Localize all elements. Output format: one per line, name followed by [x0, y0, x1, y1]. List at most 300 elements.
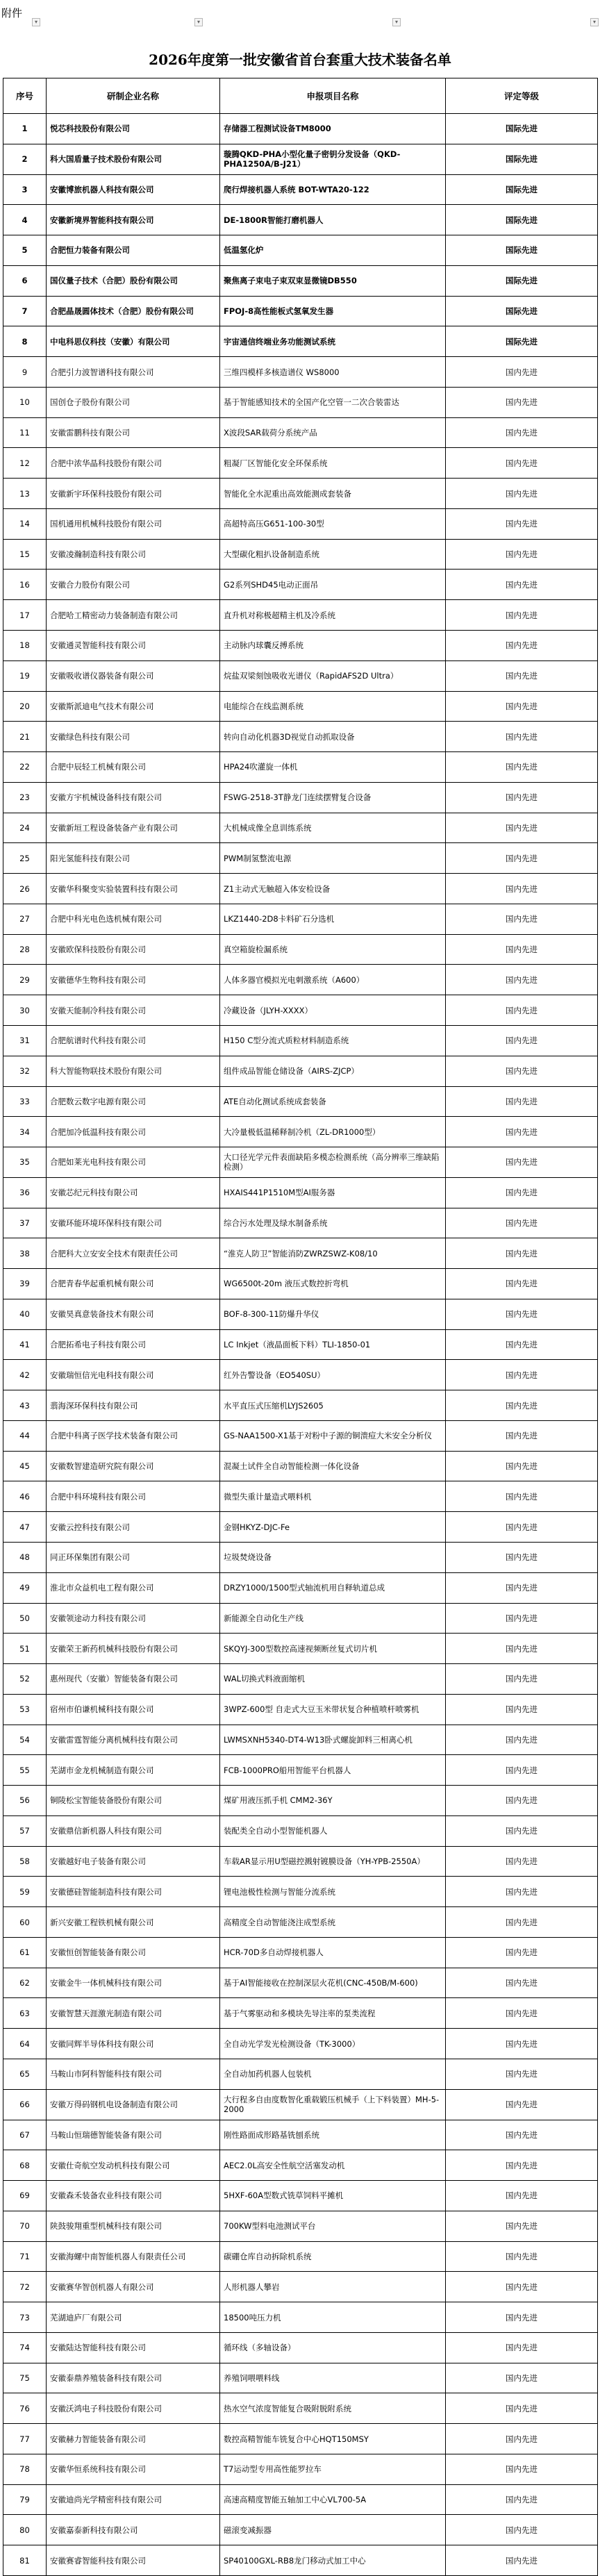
cell-level[interactable]: 国内先进 — [446, 1815, 598, 1846]
cell-project[interactable]: 基于AI智能接收在控制深层火花机(CNC-450B/M-600) — [220, 1968, 446, 1998]
cell-project[interactable]: 大机械成像全息训练系统 — [220, 813, 446, 843]
cell-company[interactable]: 安徽昊真意装备技术有限公司 — [47, 1299, 220, 1329]
cell-serial[interactable]: 40 — [3, 1299, 47, 1329]
cell-serial[interactable]: 34 — [3, 1117, 47, 1147]
cell-serial[interactable]: 66 — [3, 2089, 47, 2120]
cell-company[interactable]: 国仪量子技术（合肥）股份有限公司 — [47, 265, 220, 296]
cell-level[interactable]: 国内先进 — [446, 2484, 598, 2515]
cell-serial[interactable]: 52 — [3, 1664, 47, 1695]
cell-level[interactable]: 国内先进 — [446, 387, 598, 417]
cell-company[interactable]: 安徽雷霆智能分离机械科技有限公司 — [47, 1725, 220, 1755]
cell-company[interactable]: 安徽越好电子装备有限公司 — [47, 1846, 220, 1877]
cell-level[interactable]: 国内先进 — [446, 1238, 598, 1269]
cell-company[interactable]: 安徽合力股份有限公司 — [47, 570, 220, 600]
cell-company[interactable]: 安徽泰鼎养殖装备科技有限公司 — [47, 2363, 220, 2393]
cell-serial[interactable]: 54 — [3, 1725, 47, 1755]
cell-company[interactable]: 科大国盾量子技术股份有限公司 — [47, 144, 220, 174]
cell-serial[interactable]: 59 — [3, 1877, 47, 1907]
cell-project[interactable]: 真空箱旋检漏系统 — [220, 934, 446, 965]
cell-serial[interactable]: 12 — [3, 448, 47, 479]
cell-project[interactable]: 大冷量极低温稀释制冷机（ZL-DR1000型） — [220, 1117, 446, 1147]
cell-serial[interactable]: 47 — [3, 1512, 47, 1543]
cell-level[interactable]: 国内先进 — [446, 2089, 598, 2120]
cell-serial[interactable]: 46 — [3, 1481, 47, 1512]
cell-level[interactable]: 国内先进 — [446, 2241, 598, 2272]
cell-project[interactable]: 混凝土试件全自动智能检测一体化设备 — [220, 1451, 446, 1481]
cell-level[interactable]: 国内先进 — [446, 1360, 598, 1390]
cell-level[interactable]: 国内先进 — [446, 934, 598, 965]
cell-company[interactable]: 合肥晶晟圆体技术（合肥）股份有限公司 — [47, 296, 220, 326]
cell-serial[interactable]: 70 — [3, 2211, 47, 2241]
cell-company[interactable]: 安徽鼎信新机器人科技有限公司 — [47, 1815, 220, 1846]
cell-company[interactable]: 惠州现代（安徽）智能装备有限公司 — [47, 1664, 220, 1695]
cell-serial[interactable]: 69 — [3, 2181, 47, 2211]
cell-serial[interactable]: 73 — [3, 2302, 47, 2333]
cell-serial[interactable]: 23 — [3, 782, 47, 813]
cell-serial[interactable]: 36 — [3, 1177, 47, 1208]
cell-level[interactable]: 国内先进 — [446, 752, 598, 783]
cell-level[interactable]: 国内先进 — [446, 2120, 598, 2150]
cell-serial[interactable]: 20 — [3, 691, 47, 722]
cell-project[interactable]: HCR-70D多自动焊接机器人 — [220, 1937, 446, 1968]
cell-project[interactable]: 低温氢化炉 — [220, 235, 446, 266]
cell-company[interactable]: 安徽赛睿智能科技有限公司 — [47, 2545, 220, 2576]
cell-company[interactable]: 安徽仕奇航空发动机科技有限公司 — [47, 2150, 220, 2181]
cell-level[interactable]: 国内先进 — [446, 813, 598, 843]
cell-serial[interactable]: 22 — [3, 752, 47, 783]
cell-serial[interactable]: 79 — [3, 2484, 47, 2515]
cell-project[interactable]: X波段SAR载荷分系统产品 — [220, 417, 446, 448]
cell-company[interactable]: 安徽同辉半导体科技有限公司 — [47, 2029, 220, 2059]
cell-level[interactable]: 国内先进 — [446, 508, 598, 539]
cell-serial[interactable]: 61 — [3, 1937, 47, 1968]
cell-project[interactable]: 基于气雾驱动和多模块先导注率的泵类流程 — [220, 1998, 446, 2029]
cell-level[interactable]: 国内先进 — [446, 1208, 598, 1238]
cell-level[interactable]: 国内先进 — [446, 1998, 598, 2029]
cell-level[interactable]: 国内先进 — [446, 2545, 598, 2576]
cell-serial[interactable]: 13 — [3, 479, 47, 509]
cell-serial[interactable]: 38 — [3, 1238, 47, 1269]
cell-company[interactable]: 中电科思仪科技（安徽）有限公司 — [47, 326, 220, 357]
cell-company[interactable]: 翡海深环保科技有限公司 — [47, 1390, 220, 1421]
cell-serial[interactable]: 3 — [3, 174, 47, 205]
cell-company[interactable]: 安徽新宇环保科技股份有限公司 — [47, 479, 220, 509]
cell-level[interactable]: 国内先进 — [446, 995, 598, 1026]
cell-project[interactable]: 冷藏设备（JLYH-XXXX） — [220, 995, 446, 1026]
cell-project[interactable]: 车载AR显示用U型磁控溅射镀膜设备（YH-YPB-2550A） — [220, 1846, 446, 1877]
cell-company[interactable]: 铜陵松宝智能装备股份有限公司 — [47, 1786, 220, 1816]
cell-serial[interactable]: 58 — [3, 1846, 47, 1877]
cell-level[interactable]: 国内先进 — [446, 1907, 598, 1938]
cell-company[interactable]: 合肥加冷低温科技有限公司 — [47, 1117, 220, 1147]
cell-project[interactable]: 700KW型料电池测试平台 — [220, 2211, 446, 2241]
cell-project[interactable]: 热水空气浓度智能复合吸附脱附系统 — [220, 2393, 446, 2424]
cell-project[interactable]: SP40100GXL-RB8龙门移动式加工中心 — [220, 2545, 446, 2576]
cell-level[interactable]: 国内先进 — [446, 1086, 598, 1117]
cell-level[interactable]: 国内先进 — [446, 1694, 598, 1725]
cell-project[interactable]: 基于智能感知技术的全国产化空管一二次合装雷达 — [220, 387, 446, 417]
cell-company[interactable]: 合肥如莱光电科技有限公司 — [47, 1147, 220, 1178]
cell-project[interactable]: 主动脉内球囊反搏系统 — [220, 631, 446, 661]
cell-level[interactable]: 国内先进 — [446, 2211, 598, 2241]
cell-serial[interactable]: 64 — [3, 2029, 47, 2059]
cell-level[interactable]: 国内先进 — [446, 904, 598, 934]
cell-level[interactable]: 国内先进 — [446, 2059, 598, 2090]
cell-level[interactable]: 国内先进 — [446, 2393, 598, 2424]
cell-level[interactable]: 国内先进 — [446, 1542, 598, 1572]
cell-serial[interactable]: 15 — [3, 539, 47, 570]
filter-dropdown-icon[interactable]: ▾ — [392, 18, 401, 26]
cell-company[interactable]: 安徽森禾装备农业科技有限公司 — [47, 2181, 220, 2211]
cell-level[interactable]: 国内先进 — [446, 1451, 598, 1481]
cell-serial[interactable]: 45 — [3, 1451, 47, 1481]
cell-company[interactable]: 安徽云控科技有限公司 — [47, 1512, 220, 1543]
cell-company[interactable]: 安徽领途动力科技有限公司 — [47, 1603, 220, 1634]
cell-level[interactable]: 国内先进 — [446, 1420, 598, 1451]
cell-level[interactable]: 国内先进 — [446, 1299, 598, 1329]
cell-project[interactable]: 粗凝厂区智能化安全环保系统 — [220, 448, 446, 479]
cell-serial[interactable]: 60 — [3, 1907, 47, 1938]
cell-level[interactable]: 国内先进 — [446, 631, 598, 661]
cell-level[interactable]: 国内先进 — [446, 600, 598, 631]
cell-company[interactable]: 安徽吸收谱仪器装备有限公司 — [47, 660, 220, 691]
cell-project[interactable]: LC Inkjet（液晶面板下料）TLI-1850-01 — [220, 1329, 446, 1360]
cell-serial[interactable]: 27 — [3, 904, 47, 934]
cell-company[interactable]: 安徽德华生物科技有限公司 — [47, 965, 220, 995]
cell-serial[interactable]: 8 — [3, 326, 47, 357]
cell-project[interactable]: 垃圾焚烧设备 — [220, 1542, 446, 1572]
filter-dropdown-icon[interactable]: ▾ — [32, 18, 40, 26]
cell-project[interactable]: 磁滚变减振器 — [220, 2515, 446, 2545]
cell-project[interactable]: 高速高精度智能五轴加工中心VL700-5A — [220, 2484, 446, 2515]
cell-level[interactable]: 国内先进 — [446, 1117, 598, 1147]
filter-dropdown-icon[interactable]: ▾ — [194, 18, 203, 26]
cell-company[interactable]: 安徽智慧天涯激光制造有限公司 — [47, 1998, 220, 2029]
cell-project[interactable]: 大口径光学元件表面缺陷多模态检测系统（高分辨率三维缺陷检测） — [220, 1147, 446, 1178]
cell-project[interactable]: WG6500t-20m 液压式数控折弯机 — [220, 1269, 446, 1299]
cell-project[interactable]: 18500吨压力机 — [220, 2302, 446, 2333]
cell-project[interactable]: 组件成品智能仓储设备（AIRS-ZJCP） — [220, 1056, 446, 1086]
cell-serial[interactable]: 31 — [3, 1025, 47, 1056]
cell-project[interactable]: 新能源全自动化生产线 — [220, 1603, 446, 1634]
cell-project[interactable]: DRZY1000/1500型式轴流机用自释轨道总成 — [220, 1572, 446, 1603]
cell-company[interactable]: 宿州市伯谦机械科技有限公司 — [47, 1694, 220, 1725]
cell-serial[interactable]: 19 — [3, 660, 47, 691]
cell-company[interactable]: 安徽绿色科技有限公司 — [47, 722, 220, 752]
cell-level[interactable]: 国内先进 — [446, 1329, 598, 1360]
cell-project[interactable]: 存储器工程测试设备TM8000 — [220, 114, 446, 144]
cell-company[interactable]: 合肥恒力装备有限公司 — [47, 235, 220, 266]
cell-project[interactable]: LWMSXNH5340-DT4-W13卧式螺旋卸料三相离心机 — [220, 1725, 446, 1755]
cell-project[interactable]: BOF-8-300-11防爆升华仪 — [220, 1299, 446, 1329]
cell-project[interactable]: SKQYJ-300型数控高速视频断丝复式切片机 — [220, 1634, 446, 1664]
cell-company[interactable]: 安徽海螺中南智能机器人有限责任公司 — [47, 2241, 220, 2272]
cell-company[interactable]: 芜湖迪庐厂有限公司 — [47, 2302, 220, 2333]
cell-serial[interactable]: 37 — [3, 1208, 47, 1238]
cell-company[interactable]: 马鞍山恒瑞德智能装备有限公司 — [47, 2120, 220, 2150]
cell-serial[interactable]: 33 — [3, 1086, 47, 1117]
cell-project[interactable]: 养殖饲喂喂料线 — [220, 2363, 446, 2393]
cell-level[interactable]: 国内先进 — [446, 2515, 598, 2545]
cell-level[interactable]: 国内先进 — [446, 539, 598, 570]
cell-level[interactable]: 国际先进 — [446, 144, 598, 174]
cell-company[interactable]: 合肥哈工精密动力装备制造有限公司 — [47, 600, 220, 631]
cell-level[interactable]: 国内先进 — [446, 2150, 598, 2181]
cell-level[interactable]: 国际先进 — [446, 265, 598, 296]
cell-level[interactable]: 国内先进 — [446, 1725, 598, 1755]
cell-serial[interactable]: 7 — [3, 296, 47, 326]
cell-company[interactable]: 安徽通灵智能科技有限公司 — [47, 631, 220, 661]
cell-company[interactable]: 新兴安徽工程铁机械有限公司 — [47, 1907, 220, 1938]
cell-project[interactable]: 转向自动化机器3D视觉自动抓取设备 — [220, 722, 446, 752]
cell-project[interactable]: 爬行焊接机器人系统 BOT-WTA20-122 — [220, 174, 446, 205]
cell-company[interactable]: 同正环保集团有限公司 — [47, 1542, 220, 1572]
cell-level[interactable]: 国内先进 — [446, 1603, 598, 1634]
cell-company[interactable]: 国机通用机械科技股份有限公司 — [47, 508, 220, 539]
cell-serial[interactable]: 57 — [3, 1815, 47, 1846]
cell-project[interactable]: 大行程多自由度数智化重载锻压机械手（上下料装置）MH-5-2000 — [220, 2089, 446, 2120]
cell-level[interactable]: 国际先进 — [446, 205, 598, 235]
cell-company[interactable]: 安徽天能制冷科技有限公司 — [47, 995, 220, 1026]
cell-serial[interactable]: 24 — [3, 813, 47, 843]
cell-serial[interactable]: 81 — [3, 2545, 47, 2576]
cell-project[interactable]: 碳硼仓库自动拆除机系统 — [220, 2241, 446, 2272]
cell-serial[interactable]: 63 — [3, 1998, 47, 2029]
cell-serial[interactable]: 80 — [3, 2515, 47, 2545]
cell-project[interactable]: WAL切换式料液面缩机 — [220, 1664, 446, 1695]
cell-level[interactable]: 国内先进 — [446, 1968, 598, 1998]
cell-company[interactable]: 安徽方宇机械设备科技有限公司 — [47, 782, 220, 813]
cell-serial[interactable]: 75 — [3, 2363, 47, 2393]
cell-project[interactable]: 数控高精智能车铣复合中心HQT150MSY — [220, 2424, 446, 2454]
cell-company[interactable]: 安徽恒创智能装备有限公司 — [47, 1937, 220, 1968]
cell-serial[interactable]: 4 — [3, 205, 47, 235]
cell-company[interactable]: 合肥数云数字电源有限公司 — [47, 1086, 220, 1117]
cell-project[interactable]: 人形机器人攀岩 — [220, 2272, 446, 2302]
cell-company[interactable]: 合肥引力波智谱科技有限公司 — [47, 357, 220, 388]
cell-serial[interactable]: 78 — [3, 2454, 47, 2484]
cell-company[interactable]: 合肥中科光电色选机械有限公司 — [47, 904, 220, 934]
cell-serial[interactable]: 26 — [3, 874, 47, 904]
cell-serial[interactable]: 42 — [3, 1360, 47, 1390]
cell-company[interactable]: 悦芯科技股份有限公司 — [47, 114, 220, 144]
cell-project[interactable]: Z1主动式无触超入体安检设备 — [220, 874, 446, 904]
cell-serial[interactable]: 74 — [3, 2332, 47, 2363]
cell-level[interactable]: 国内先进 — [446, 782, 598, 813]
cell-level[interactable]: 国内先进 — [446, 1390, 598, 1421]
filter-dropdown-icon[interactable]: ▾ — [590, 18, 599, 26]
cell-project[interactable]: “淮克人防卫”智能消防ZWRZSWZ-K08/10 — [220, 1238, 446, 1269]
cell-company[interactable]: 安徽新垣工程设备装备产业有限公司 — [47, 813, 220, 843]
cell-company[interactable]: 合肥科大立安安全技术有限责任公司 — [47, 1238, 220, 1269]
cell-project[interactable]: 电能综合在线监测系统 — [220, 691, 446, 722]
cell-company[interactable]: 安徽瑞恒信光电科技有限公司 — [47, 1360, 220, 1390]
cell-level[interactable]: 国内先进 — [446, 357, 598, 388]
cell-project[interactable]: 烷盐双梁刻蚀吸收光谱仪（RapidAFS2D Ultra） — [220, 660, 446, 691]
cell-serial[interactable]: 21 — [3, 722, 47, 752]
cell-company[interactable]: 淮北市众益机电工程有限公司 — [47, 1572, 220, 1603]
cell-company[interactable]: 安徽华恒系统科技有限公司 — [47, 2454, 220, 2484]
cell-project[interactable]: 金钢HKYZ-DJC-Fe — [220, 1512, 446, 1543]
cell-project[interactable]: 智能化全水泥重出高效能测成套装备 — [220, 479, 446, 509]
cell-serial[interactable]: 76 — [3, 2393, 47, 2424]
cell-project[interactable]: 循环线（多轴设备） — [220, 2332, 446, 2363]
cell-company[interactable]: 安徽凌瀚制造科技有限公司 — [47, 539, 220, 570]
cell-level[interactable]: 国际先进 — [446, 235, 598, 266]
cell-company[interactable]: 合肥拓希电子科技有限公司 — [47, 1329, 220, 1360]
cell-company[interactable]: 合肥中科离子医学技术装备有限公司 — [47, 1420, 220, 1451]
cell-company[interactable]: 安徽芯纪元科技有限公司 — [47, 1177, 220, 1208]
cell-company[interactable]: 安徽陆达智能科技有限公司 — [47, 2332, 220, 2363]
cell-serial[interactable]: 32 — [3, 1056, 47, 1086]
cell-serial[interactable]: 50 — [3, 1603, 47, 1634]
cell-serial[interactable]: 65 — [3, 2059, 47, 2090]
cell-level[interactable]: 国内先进 — [446, 1481, 598, 1512]
cell-company[interactable]: 科大智能物联技术股份有限公司 — [47, 1056, 220, 1086]
cell-level[interactable]: 国内先进 — [446, 1634, 598, 1664]
cell-level[interactable]: 国内先进 — [446, 2332, 598, 2363]
cell-project[interactable]: HPA24吹灌旋一体机 — [220, 752, 446, 783]
cell-serial[interactable]: 28 — [3, 934, 47, 965]
cell-level[interactable]: 国内先进 — [446, 417, 598, 448]
cell-company[interactable]: 芜湖市金龙机械制造有限公司 — [47, 1755, 220, 1786]
cell-level[interactable]: 国内先进 — [446, 1786, 598, 1816]
cell-level[interactable]: 国内先进 — [446, 1937, 598, 1968]
cell-company[interactable]: 安徽沃鸿电子科技股份有限公司 — [47, 2393, 220, 2424]
cell-project[interactable]: DE-1800R智能打磨机器人 — [220, 205, 446, 235]
cell-company[interactable]: 安徽赛华智创机器人有限公司 — [47, 2272, 220, 2302]
cell-project[interactable]: G2系列SHD45电动正面吊 — [220, 570, 446, 600]
cell-serial[interactable]: 9 — [3, 357, 47, 388]
cell-project[interactable]: 5HXF-60A型数式铣草饲料平摊机 — [220, 2181, 446, 2211]
cell-company[interactable]: 合肥中辰轻工机械有限公司 — [47, 752, 220, 783]
cell-company[interactable]: 阳光氢能科技有限公司 — [47, 843, 220, 874]
cell-company[interactable]: 安徽荣王新药机械科技股份有限公司 — [47, 1634, 220, 1664]
cell-serial[interactable]: 44 — [3, 1420, 47, 1451]
cell-serial[interactable]: 2 — [3, 144, 47, 174]
cell-serial[interactable]: 10 — [3, 387, 47, 417]
cell-project[interactable]: H150 C型分流式质粒材料制造系统 — [220, 1025, 446, 1056]
cell-level[interactable]: 国内先进 — [446, 2454, 598, 2484]
cell-serial[interactable]: 29 — [3, 965, 47, 995]
cell-project[interactable]: 高超特高压G651-100-30型 — [220, 508, 446, 539]
cell-project[interactable]: LKZ1440-2D8卡料矿石分选机 — [220, 904, 446, 934]
cell-level[interactable]: 国内先进 — [446, 965, 598, 995]
cell-project[interactable]: 煤矿用液压抓手机 CMM2-36Y — [220, 1786, 446, 1816]
cell-company[interactable]: 合肥中浓华晶科技股份有限公司 — [47, 448, 220, 479]
cell-serial[interactable]: 35 — [3, 1147, 47, 1178]
cell-company[interactable]: 安徽嘉泰新科技有限公司 — [47, 2515, 220, 2545]
cell-level[interactable]: 国内先进 — [446, 2302, 598, 2333]
cell-company[interactable]: 安徽德硅智能制造科技有限公司 — [47, 1877, 220, 1907]
cell-project[interactable]: FPOJ-8高性能板式氢氧发生器 — [220, 296, 446, 326]
cell-company[interactable]: 陕鼓骏翔重型机械科技有限公司 — [47, 2211, 220, 2241]
cell-serial[interactable]: 43 — [3, 1390, 47, 1421]
cell-level[interactable]: 国内先进 — [446, 2363, 598, 2393]
cell-serial[interactable]: 30 — [3, 995, 47, 1026]
cell-level[interactable]: 国际先进 — [446, 296, 598, 326]
cell-company[interactable]: 安徽斯派迪电气技术有限公司 — [47, 691, 220, 722]
cell-level[interactable]: 国内先进 — [446, 1664, 598, 1695]
cell-serial[interactable]: 77 — [3, 2424, 47, 2454]
cell-project[interactable]: 三维四模样多核造谱仪 WS8000 — [220, 357, 446, 388]
cell-level[interactable]: 国内先进 — [446, 1056, 598, 1086]
cell-serial[interactable]: 49 — [3, 1572, 47, 1603]
cell-project[interactable]: 全自动光学发光检测设备（TK-3000） — [220, 2029, 446, 2059]
cell-serial[interactable]: 25 — [3, 843, 47, 874]
cell-level[interactable]: 国内先进 — [446, 2272, 598, 2302]
cell-level[interactable]: 国内先进 — [446, 1147, 598, 1178]
cell-serial[interactable]: 16 — [3, 570, 47, 600]
cell-level[interactable]: 国内先进 — [446, 448, 598, 479]
cell-company[interactable]: 马鞍山市阿科智能科技有限公司 — [47, 2059, 220, 2090]
cell-project[interactable]: T7运动型专用高性能罗拉车 — [220, 2454, 446, 2484]
cell-project[interactable]: 综合污水处理及绿水制备系统 — [220, 1208, 446, 1238]
cell-level[interactable]: 国内先进 — [446, 479, 598, 509]
cell-serial[interactable]: 71 — [3, 2241, 47, 2272]
cell-level[interactable]: 国内先进 — [446, 1269, 598, 1299]
cell-project[interactable]: HXAIS441P1510M型AI服务器 — [220, 1177, 446, 1208]
cell-serial[interactable]: 53 — [3, 1694, 47, 1725]
cell-project[interactable]: AEC2.0L高安全性航空活塞发动机 — [220, 2150, 446, 2181]
cell-level[interactable]: 国际先进 — [446, 174, 598, 205]
cell-company[interactable]: 安徽新境界智能科技有限公司 — [47, 205, 220, 235]
cell-serial[interactable]: 6 — [3, 265, 47, 296]
cell-project[interactable]: 装配类全自动小型智能机器人 — [220, 1815, 446, 1846]
cell-project[interactable]: 大型碳化粗扒设备制造系统 — [220, 539, 446, 570]
cell-serial[interactable]: 39 — [3, 1269, 47, 1299]
cell-level[interactable]: 国内先进 — [446, 1877, 598, 1907]
cell-company[interactable]: 安徽数智建造研究院有限公司 — [47, 1451, 220, 1481]
cell-project[interactable]: 刚性路面成形路基铣刨系统 — [220, 2120, 446, 2150]
cell-project[interactable]: 全自动加药机器人包装机 — [220, 2059, 446, 2090]
cell-serial[interactable]: 41 — [3, 1329, 47, 1360]
cell-level[interactable]: 国际先进 — [446, 114, 598, 144]
cell-project[interactable]: PWM制氢整流电源 — [220, 843, 446, 874]
cell-level[interactable]: 国内先进 — [446, 691, 598, 722]
cell-serial[interactable]: 1 — [3, 114, 47, 144]
cell-project[interactable]: 锂电池极性检测与智能分流系统 — [220, 1877, 446, 1907]
cell-company[interactable]: 合肥中科环境科技有限公司 — [47, 1481, 220, 1512]
cell-company[interactable]: 安徽金牛一体机械科技有限公司 — [47, 1968, 220, 1998]
cell-company[interactable]: 国创仓子股份有限公司 — [47, 387, 220, 417]
cell-company[interactable]: 安徽华科聚变实验装置科技有限公司 — [47, 874, 220, 904]
cell-serial[interactable]: 48 — [3, 1542, 47, 1572]
cell-company[interactable]: 安徽博旅机器人科技有限公司 — [47, 174, 220, 205]
cell-serial[interactable]: 18 — [3, 631, 47, 661]
cell-level[interactable]: 国内先进 — [446, 1177, 598, 1208]
cell-project[interactable]: 直升机对称极超精主机及冷系统 — [220, 600, 446, 631]
cell-level[interactable]: 国内先进 — [446, 1512, 598, 1543]
cell-project[interactable]: 水平直压式压缩机LYJS2605 — [220, 1390, 446, 1421]
cell-serial[interactable]: 11 — [3, 417, 47, 448]
cell-level[interactable]: 国内先进 — [446, 722, 598, 752]
cell-company[interactable]: 安徽环能环境环保科技有限公司 — [47, 1208, 220, 1238]
cell-project[interactable]: FCB-1000PRO船用智能平台机器人 — [220, 1755, 446, 1786]
cell-company[interactable]: 安徽赫力智能装备有限公司 — [47, 2424, 220, 2454]
cell-serial[interactable]: 72 — [3, 2272, 47, 2302]
cell-company[interactable]: 合肥航谱时代科技有限公司 — [47, 1025, 220, 1056]
cell-project[interactable]: 聚焦离子束电子束双束显微镜DB550 — [220, 265, 446, 296]
cell-level[interactable]: 国内先进 — [446, 2181, 598, 2211]
cell-project[interactable]: GS-NAA1500-X1基于对粉中子源的铜溃痘大米安全分析仪 — [220, 1420, 446, 1451]
cell-level[interactable]: 国内先进 — [446, 874, 598, 904]
cell-serial[interactable]: 62 — [3, 1968, 47, 1998]
cell-level[interactable]: 国际先进 — [446, 326, 598, 357]
cell-serial[interactable]: 67 — [3, 2120, 47, 2150]
cell-company[interactable]: 合肥青春华起重机械有限公司 — [47, 1269, 220, 1299]
cell-project[interactable]: FSWG-2518-3T静龙门连续摆臂复合设备 — [220, 782, 446, 813]
